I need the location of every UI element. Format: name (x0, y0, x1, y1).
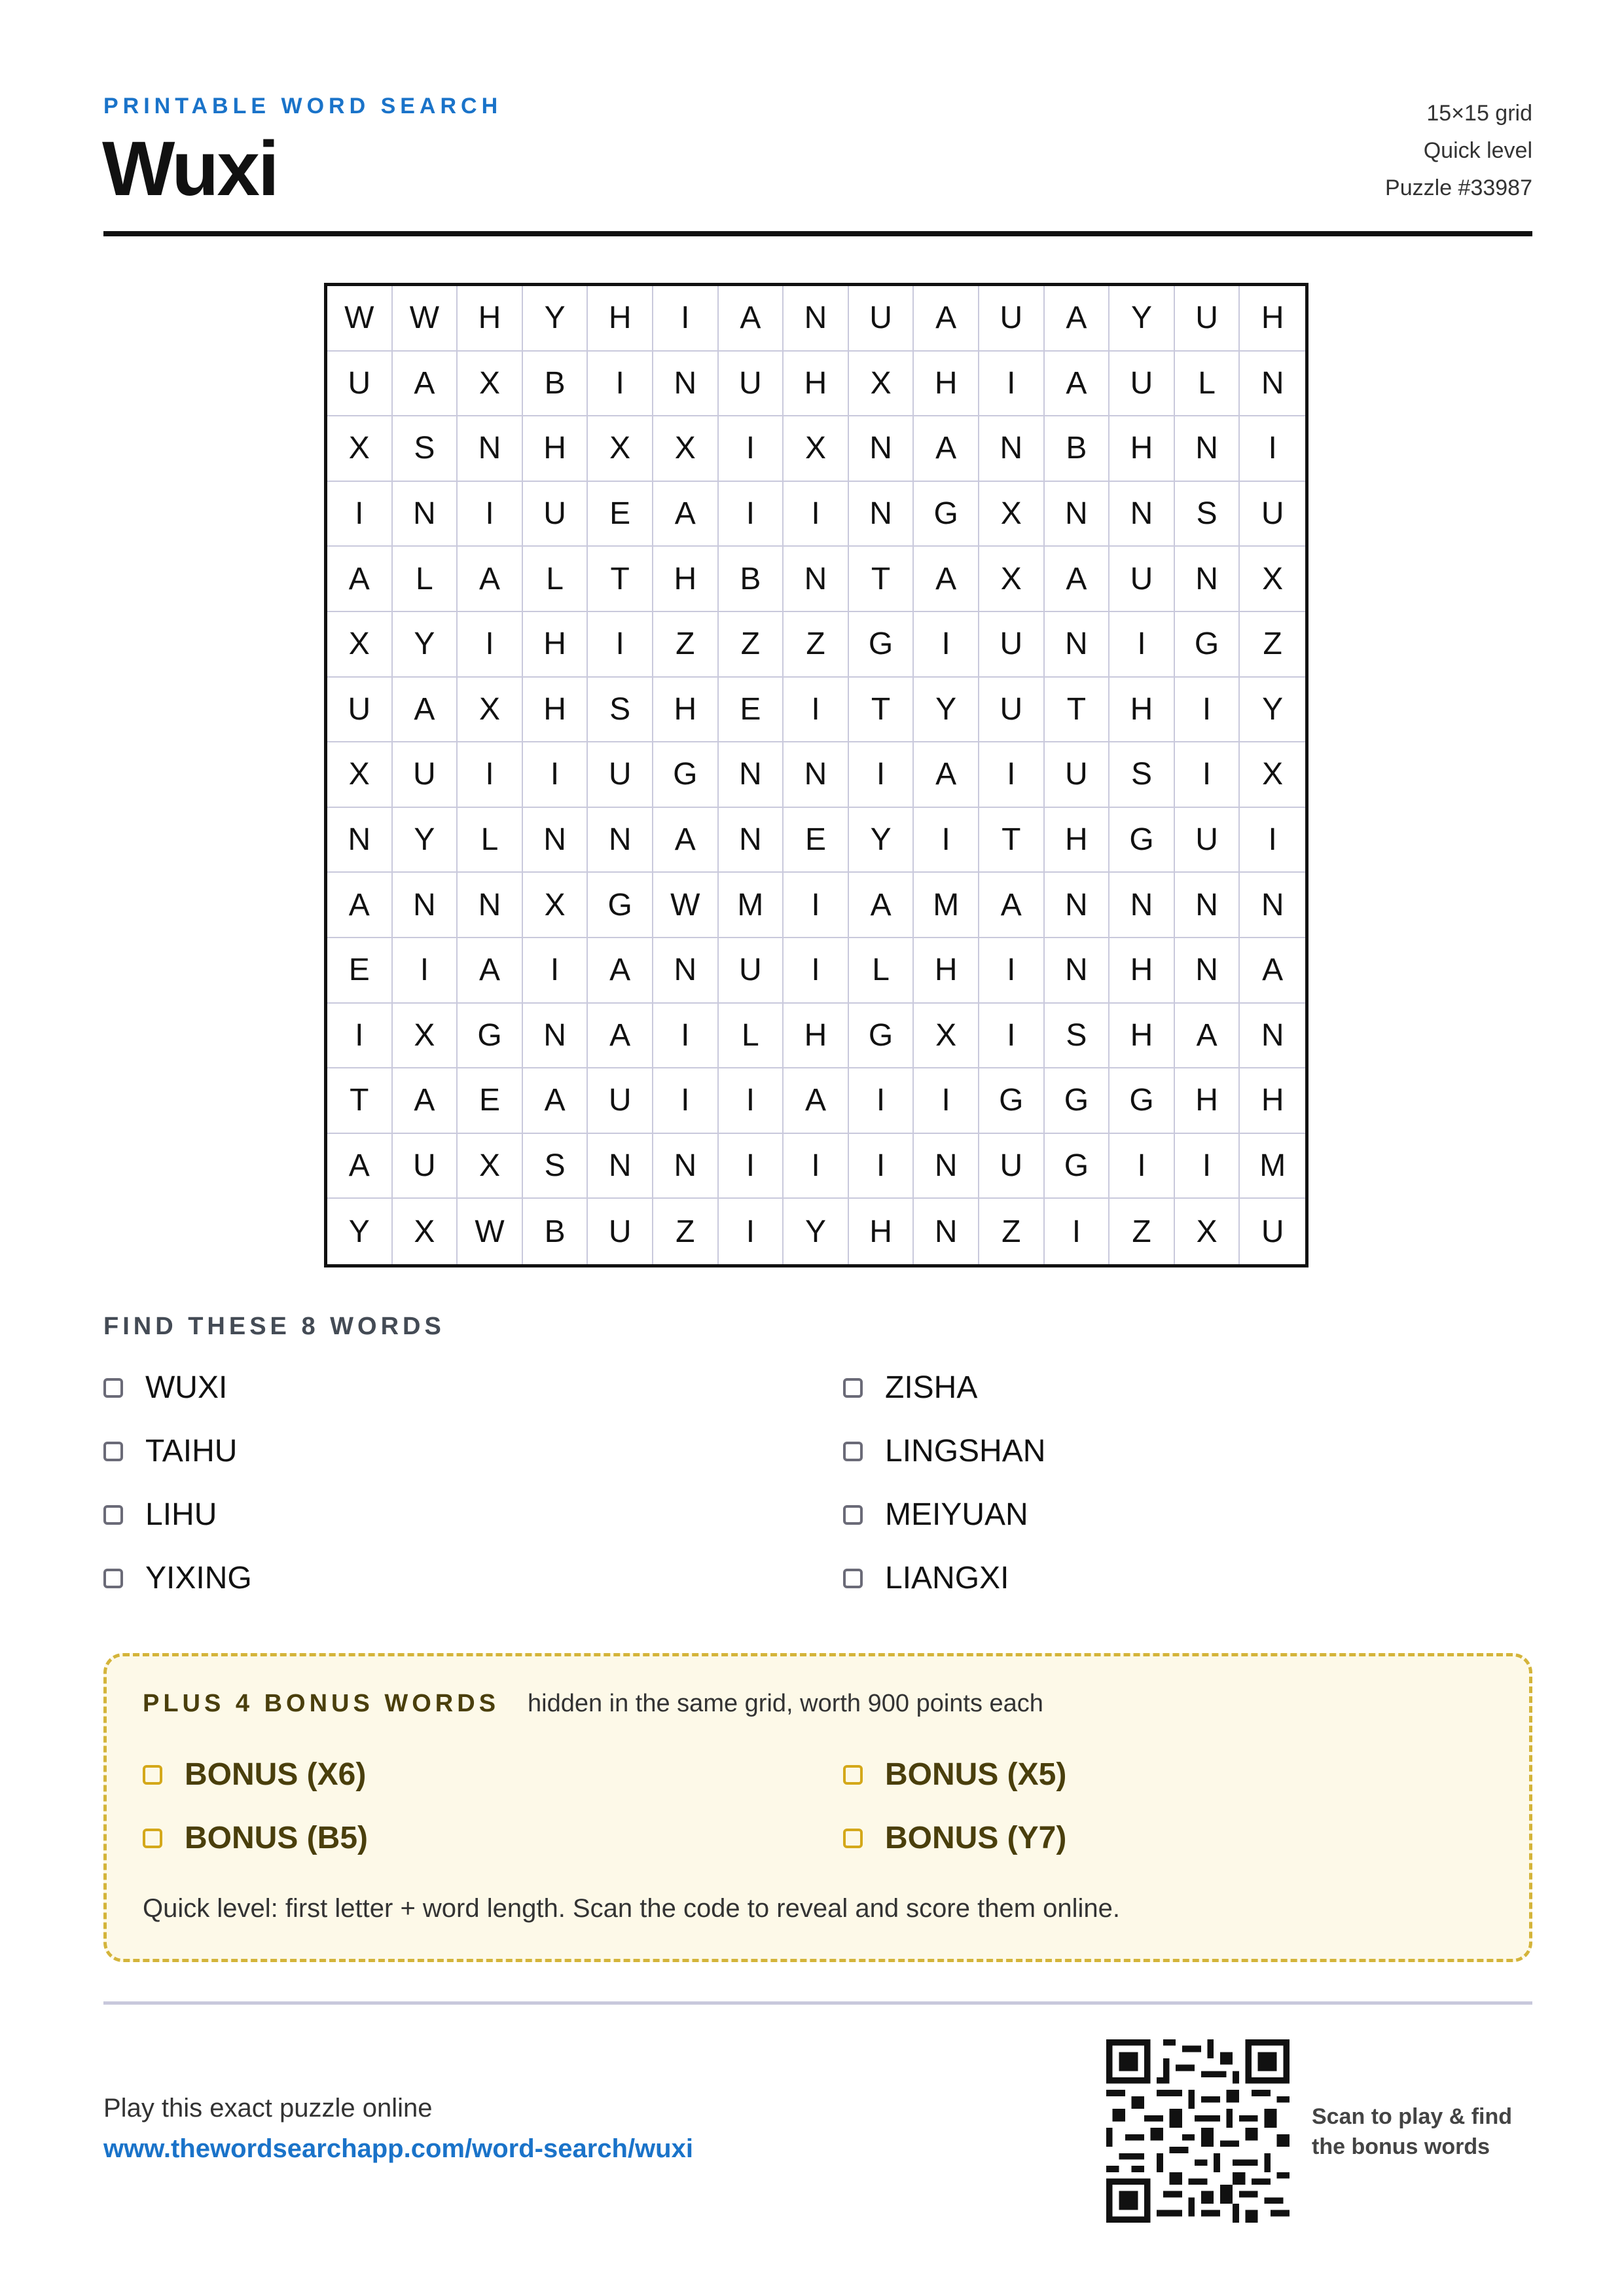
grid-cell[interactable]: N (849, 482, 914, 547)
grid-cell[interactable]: I (784, 873, 849, 938)
grid-cell[interactable]: I (719, 416, 784, 482)
word-label: LIANGXI (885, 1561, 1009, 1595)
grid-cell[interactable]: Z (784, 612, 849, 678)
grid-cell[interactable]: H (914, 352, 979, 417)
word-label: TAIHU (145, 1434, 238, 1468)
grid-cell[interactable]: I (849, 742, 914, 808)
grid-cell[interactable]: H (1110, 416, 1175, 482)
grid-cell[interactable]: N (914, 1199, 979, 1264)
grid-cell[interactable]: X (588, 416, 653, 482)
word-label: LIHU (145, 1497, 217, 1532)
grid-cell[interactable]: U (1240, 482, 1305, 547)
grid-cell[interactable]: U (327, 352, 393, 417)
grid-cell[interactable]: L (849, 938, 914, 1004)
grid-cell[interactable]: N (588, 1134, 653, 1199)
grid-cell[interactable]: G (653, 742, 719, 808)
grid-cell[interactable]: N (719, 808, 784, 873)
grid-cell[interactable]: U (1045, 742, 1110, 808)
header-divider (103, 231, 1532, 236)
grid-cell[interactable]: E (719, 678, 784, 743)
grid-cell[interactable]: N (523, 808, 588, 873)
grid-cell[interactable]: T (979, 808, 1045, 873)
checkbox[interactable] (103, 1505, 123, 1525)
grid-cell[interactable]: A (523, 1068, 588, 1134)
grid-cell[interactable]: I (523, 742, 588, 808)
grid-cell[interactable]: I (458, 742, 523, 808)
letter-grid[interactable] (324, 283, 1308, 1267)
grid-cell[interactable]: U (979, 286, 1045, 352)
grid-cell[interactable]: A (719, 286, 784, 352)
grid-cell[interactable]: H (784, 352, 849, 417)
grid-cell[interactable]: A (653, 482, 719, 547)
grid-cell[interactable]: S (1110, 742, 1175, 808)
grid-cell[interactable]: Z (653, 612, 719, 678)
grid-cell[interactable]: L (1175, 352, 1240, 417)
grid-cell[interactable]: S (523, 1134, 588, 1199)
grid-cell[interactable]: U (327, 678, 393, 743)
grid-cell[interactable]: X (914, 1004, 979, 1069)
grid-cell[interactable]: N (653, 352, 719, 417)
word-label: LINGSHAN (885, 1434, 1046, 1468)
grid-cell[interactable]: H (1045, 808, 1110, 873)
word-item-wuxi[interactable] (103, 1370, 227, 1406)
grid-cell[interactable]: X (784, 416, 849, 482)
grid-cell[interactable]: I (719, 482, 784, 547)
puzzle-number-label: Puzzle #33987 (1385, 175, 1532, 200)
grid-cell[interactable]: N (784, 547, 849, 612)
grid-cell[interactable]: E (327, 938, 393, 1004)
grid-cell[interactable]: H (653, 547, 719, 612)
grid-cell[interactable]: I (1175, 1134, 1240, 1199)
grid-cell[interactable]: I (719, 1134, 784, 1199)
bonus-note: Quick level: first letter + word length. Scan the code to reveal and score them online. (143, 1894, 1121, 1923)
grid-cell[interactable]: W (393, 286, 458, 352)
grid-cell[interactable]: S (1175, 482, 1240, 547)
word-item-liangxi[interactable] (843, 1560, 1009, 1596)
bonus-subtitle: hidden in the same grid, worth 900 points each (528, 1690, 1043, 1717)
grid-cell[interactable]: I (1240, 416, 1305, 482)
word-item-yixing[interactable] (103, 1560, 252, 1596)
eyebrow-label: PRINTABLE WORD SEARCH (103, 94, 503, 118)
grid-cell[interactable]: T (327, 1068, 393, 1134)
bonus-item-y7[interactable] (843, 1820, 1066, 1856)
grid-cell[interactable]: X (1175, 1199, 1240, 1264)
grid-cell[interactable]: N (653, 1134, 719, 1199)
checkbox[interactable] (843, 1442, 863, 1461)
grid-cell[interactable]: U (523, 482, 588, 547)
word-item-lihu[interactable] (103, 1497, 217, 1533)
grid-cell[interactable]: W (653, 873, 719, 938)
grid-cell[interactable]: H (523, 416, 588, 482)
grid-cell[interactable]: X (393, 1004, 458, 1069)
grid-cell[interactable]: H (523, 678, 588, 743)
grid-cell[interactable]: H (1240, 1068, 1305, 1134)
grid-cell[interactable]: G (1175, 612, 1240, 678)
grid-cell[interactable]: G (588, 873, 653, 938)
checkbox[interactable] (103, 1378, 123, 1398)
grid-cell[interactable]: U (393, 742, 458, 808)
grid-cell[interactable]: U (979, 612, 1045, 678)
grid-cell[interactable]: I (979, 352, 1045, 417)
grid-cell[interactable]: G (1045, 1068, 1110, 1134)
grid-size-label: 15×15 grid (1426, 101, 1532, 126)
grid-cell[interactable]: X (327, 742, 393, 808)
grid-cell[interactable]: Z (653, 1199, 719, 1264)
grid-cell[interactable]: Z (1240, 612, 1305, 678)
grid-cell[interactable]: A (458, 938, 523, 1004)
checkbox[interactable] (843, 1505, 863, 1525)
grid-cell[interactable]: E (588, 482, 653, 547)
grid-cell[interactable]: H (458, 286, 523, 352)
grid-cell[interactable]: I (523, 938, 588, 1004)
grid-cell[interactable]: I (653, 1004, 719, 1069)
grid-cell[interactable]: A (914, 742, 979, 808)
bonus-item-x5[interactable] (843, 1757, 1066, 1793)
grid-cell[interactable]: H (849, 1199, 914, 1264)
grid-cell[interactable]: U (1175, 808, 1240, 873)
grid-cell[interactable]: G (914, 482, 979, 547)
grid-cell[interactable]: I (1110, 1134, 1175, 1199)
grid-cell[interactable]: I (914, 808, 979, 873)
grid-cell[interactable]: A (1045, 352, 1110, 417)
grid-cell[interactable]: B (719, 547, 784, 612)
grid-cell[interactable]: T (1045, 678, 1110, 743)
grid-cell[interactable]: Z (719, 612, 784, 678)
grid-cell[interactable]: I (784, 1134, 849, 1199)
grid-cell[interactable]: E (784, 808, 849, 873)
grid-cell[interactable]: Y (914, 678, 979, 743)
grid-cell[interactable]: A (914, 416, 979, 482)
grid-cell[interactable]: N (1175, 416, 1240, 482)
grid-cell[interactable]: A (1045, 286, 1110, 352)
grid-cell[interactable]: N (653, 938, 719, 1004)
grid-cell[interactable]: I (849, 1068, 914, 1134)
grid-cell[interactable]: L (458, 808, 523, 873)
grid-cell[interactable]: U (1175, 286, 1240, 352)
grid-cell[interactable]: X (458, 678, 523, 743)
grid-cell[interactable]: E (458, 1068, 523, 1134)
grid-cell[interactable]: X (979, 482, 1045, 547)
grid-cell[interactable]: N (1045, 612, 1110, 678)
grid-cell[interactable]: I (458, 482, 523, 547)
grid-cell[interactable]: A (979, 873, 1045, 938)
grid-cell[interactable]: I (979, 742, 1045, 808)
word-label: ZISHA (885, 1370, 978, 1405)
word-label: MEIYUAN (885, 1497, 1028, 1532)
grid-cell[interactable]: U (393, 1134, 458, 1199)
grid-cell[interactable]: N (784, 286, 849, 352)
grid-cell[interactable]: X (523, 873, 588, 938)
grid-cell[interactable]: A (327, 547, 393, 612)
grid-cell[interactable]: Z (979, 1199, 1045, 1264)
grid-cell[interactable]: I (588, 352, 653, 417)
level-label: Quick level (1423, 138, 1532, 163)
grid-cell[interactable]: A (588, 1004, 653, 1069)
grid-cell[interactable]: N (327, 808, 393, 873)
grid-cell[interactable]: N (393, 873, 458, 938)
grid-cell[interactable]: H (1240, 286, 1305, 352)
grid-cell[interactable]: I (914, 1068, 979, 1134)
bonus-checkbox[interactable] (143, 1829, 162, 1848)
grid-cell[interactable]: T (849, 678, 914, 743)
grid-cell[interactable]: N (1240, 352, 1305, 417)
grid-cell[interactable]: U (849, 286, 914, 352)
checkbox[interactable] (103, 1442, 123, 1461)
bonus-heading: PLUS 4 BONUS WORDS (143, 1690, 500, 1717)
grid-cell[interactable]: G (849, 1004, 914, 1069)
grid-cell[interactable]: N (784, 742, 849, 808)
grid-cell[interactable]: X (393, 1199, 458, 1264)
grid-cell[interactable]: N (719, 742, 784, 808)
grid-cell[interactable]: I (327, 1004, 393, 1069)
grid-cell[interactable]: W (327, 286, 393, 352)
grid-cell[interactable]: I (914, 612, 979, 678)
grid-cell[interactable]: I (1045, 1199, 1110, 1264)
grid-cell[interactable]: U (979, 1134, 1045, 1199)
grid-cell[interactable]: A (914, 547, 979, 612)
grid-cell[interactable]: H (1175, 1068, 1240, 1134)
grid-cell[interactable]: B (523, 352, 588, 417)
grid-cell[interactable]: I (458, 612, 523, 678)
puzzle-meta (1385, 95, 1532, 207)
word-item-zisha[interactable] (843, 1370, 977, 1406)
bonus-label: BONUS (Y7) (885, 1821, 1067, 1855)
word-item-taihu[interactable] (103, 1433, 237, 1469)
grid-cell[interactable]: I (653, 1068, 719, 1134)
bonus-label: BONUS (B5) (185, 1821, 369, 1855)
grid-cell[interactable]: L (393, 547, 458, 612)
bonus-checkbox[interactable] (843, 1829, 863, 1848)
grid-cell[interactable]: X (653, 416, 719, 482)
play-online-label: Play this exact puzzle online (103, 2094, 433, 2123)
puzzle-link[interactable]: www.thewordsearchapp.com/word-search/wuxi (103, 2134, 693, 2163)
grid-cell[interactable]: A (1045, 547, 1110, 612)
word-label: WUXI (145, 1370, 228, 1405)
grid-cell[interactable]: U (719, 938, 784, 1004)
grid-cell[interactable]: S (393, 416, 458, 482)
grid-cell[interactable]: N (849, 416, 914, 482)
grid-cell[interactable]: N (1240, 873, 1305, 938)
grid-cell[interactable]: Y (523, 286, 588, 352)
grid-cell[interactable]: A (588, 938, 653, 1004)
grid-cell[interactable]: G (1110, 808, 1175, 873)
grid-cell[interactable]: H (1110, 678, 1175, 743)
grid-cell[interactable]: A (327, 873, 393, 938)
word-list-heading: FIND THESE 8 WORDS (103, 1313, 445, 1340)
grid-cell[interactable]: B (1045, 416, 1110, 482)
grid-cell[interactable]: M (1240, 1134, 1305, 1199)
grid-cell[interactable]: G (1110, 1068, 1175, 1134)
grid-cell[interactable]: A (327, 1134, 393, 1199)
grid-cell[interactable]: A (1240, 938, 1305, 1004)
grid-cell[interactable]: N (393, 482, 458, 547)
grid-cell[interactable]: I (1110, 612, 1175, 678)
grid-cell[interactable]: I (719, 1068, 784, 1134)
grid-cell[interactable]: N (1110, 873, 1175, 938)
grid-cell[interactable]: M (719, 873, 784, 938)
grid-cell[interactable]: H (1110, 938, 1175, 1004)
grid-cell[interactable]: T (588, 547, 653, 612)
grid-cell[interactable]: B (523, 1199, 588, 1264)
grid-cell[interactable]: I (849, 1134, 914, 1199)
grid-cell[interactable]: X (458, 1134, 523, 1199)
grid-cell[interactable]: Y (393, 808, 458, 873)
grid-cell[interactable]: A (914, 286, 979, 352)
grid-cell[interactable]: N (1175, 873, 1240, 938)
grid-cell[interactable]: N (1110, 482, 1175, 547)
grid-cell[interactable]: I (1240, 808, 1305, 873)
word-item-meiyuan[interactable] (843, 1497, 1028, 1533)
grid-cell[interactable]: H (1110, 1004, 1175, 1069)
grid-cell[interactable]: I (653, 286, 719, 352)
grid-cell[interactable]: L (523, 547, 588, 612)
word-label: YIXING (145, 1561, 252, 1595)
grid-cell[interactable]: G (849, 612, 914, 678)
grid-cell[interactable]: X (458, 352, 523, 417)
grid-cell[interactable]: I (784, 938, 849, 1004)
grid-cell[interactable]: I (719, 1199, 784, 1264)
bonus-item-x6[interactable] (143, 1757, 366, 1793)
grid-cell[interactable]: I (784, 678, 849, 743)
checkbox[interactable] (843, 1569, 863, 1588)
checkbox[interactable] (843, 1378, 863, 1398)
bonus-label: BONUS (X6) (185, 1757, 367, 1792)
grid-cell[interactable]: N (523, 1004, 588, 1069)
grid-cell[interactable]: N (458, 416, 523, 482)
grid-cell[interactable]: N (458, 873, 523, 938)
grid-cell[interactable]: N (1045, 873, 1110, 938)
bonus-checkbox[interactable] (843, 1765, 863, 1785)
grid-cell[interactable]: Y (784, 1199, 849, 1264)
grid-cell[interactable]: N (1045, 482, 1110, 547)
grid-cell[interactable]: I (588, 612, 653, 678)
grid-cell[interactable]: Y (1240, 678, 1305, 743)
qr-code-icon[interactable] (1106, 2039, 1290, 2223)
grid-cell[interactable]: U (1261, 1214, 1284, 1249)
grid-cell[interactable]: U (588, 1199, 653, 1264)
grid-cell[interactable]: U (719, 352, 784, 417)
grid-cell[interactable]: A (458, 547, 523, 612)
grid-cell[interactable]: I (393, 938, 458, 1004)
grid-cell[interactable]: H (784, 1004, 849, 1069)
grid-cell[interactable]: W (458, 1199, 523, 1264)
grid-cell[interactable]: Y (393, 612, 458, 678)
grid-cell[interactable]: Z (1110, 1199, 1175, 1264)
grid-cell[interactable]: U (588, 1068, 653, 1134)
checkbox[interactable] (103, 1569, 123, 1588)
grid-cell[interactable]: A (849, 873, 914, 938)
grid-cell[interactable]: X (1240, 742, 1305, 808)
grid-cell[interactable]: X (849, 352, 914, 417)
grid-cell[interactable]: Y (849, 808, 914, 873)
footer-divider (103, 2001, 1532, 2005)
grid-cell[interactable]: T (849, 547, 914, 612)
grid-cell[interactable]: Y (1110, 286, 1175, 352)
grid-cell[interactable]: N (1240, 1004, 1305, 1069)
grid-cell[interactable]: X (327, 612, 393, 678)
grid-cell[interactable]: N (1045, 938, 1110, 1004)
grid-cell[interactable]: H (588, 286, 653, 352)
grid-cell[interactable]: A (653, 808, 719, 873)
grid-cell[interactable]: L (719, 1004, 784, 1069)
grid-cell[interactable]: A (1175, 1004, 1240, 1069)
grid-cell[interactable]: G (1045, 1134, 1110, 1199)
grid-cell[interactable]: I (1175, 742, 1240, 808)
bonus-label: BONUS (X5) (885, 1757, 1067, 1792)
bonus-checkbox[interactable] (143, 1765, 162, 1785)
grid-cell[interactable]: M (914, 873, 979, 938)
grid-cell[interactable]: A (784, 1068, 849, 1134)
grid-cell[interactable]: U (979, 678, 1045, 743)
grid-cell[interactable]: N (914, 1134, 979, 1199)
grid-cell[interactable]: S (1045, 1004, 1110, 1069)
grid-cell[interactable]: X (327, 416, 393, 482)
grid-cell[interactable]: S (588, 678, 653, 743)
grid-cell[interactable]: N (1175, 547, 1240, 612)
grid-cell[interactable]: U (588, 742, 653, 808)
grid-cell[interactable]: H (653, 678, 719, 743)
grid-cell[interactable]: I (1175, 678, 1240, 743)
grid-cell[interactable]: N (1175, 938, 1240, 1004)
grid-cell[interactable]: I (979, 938, 1045, 1004)
grid-cell[interactable]: I (979, 1004, 1045, 1069)
grid-cell[interactable]: X (1240, 547, 1305, 612)
bonus-item-b5[interactable] (143, 1820, 368, 1856)
word-item-lingshan[interactable] (843, 1433, 1045, 1469)
grid-cell[interactable]: H (523, 612, 588, 678)
grid-cell[interactable]: A (393, 678, 458, 743)
grid-cell[interactable]: H (914, 938, 979, 1004)
grid-cell[interactable]: A (393, 352, 458, 417)
grid-cell[interactable]: U (1110, 547, 1175, 612)
grid-cell[interactable]: N (979, 416, 1045, 482)
grid-cell[interactable]: N (588, 808, 653, 873)
page-title: Wuxi (102, 126, 278, 212)
grid-cell[interactable]: G (979, 1068, 1045, 1134)
grid-cell[interactable]: I (327, 482, 393, 547)
grid-cell[interactable]: A (393, 1068, 458, 1134)
grid-cell[interactable]: U (1110, 352, 1175, 417)
grid-cell[interactable]: I (784, 482, 849, 547)
grid-cell[interactable]: X (979, 547, 1045, 612)
qr-caption: Scan to play & find the bonus words (1312, 2104, 1513, 2159)
grid-cell[interactable]: G (458, 1004, 523, 1069)
grid-cell[interactable]: Y (327, 1199, 393, 1264)
